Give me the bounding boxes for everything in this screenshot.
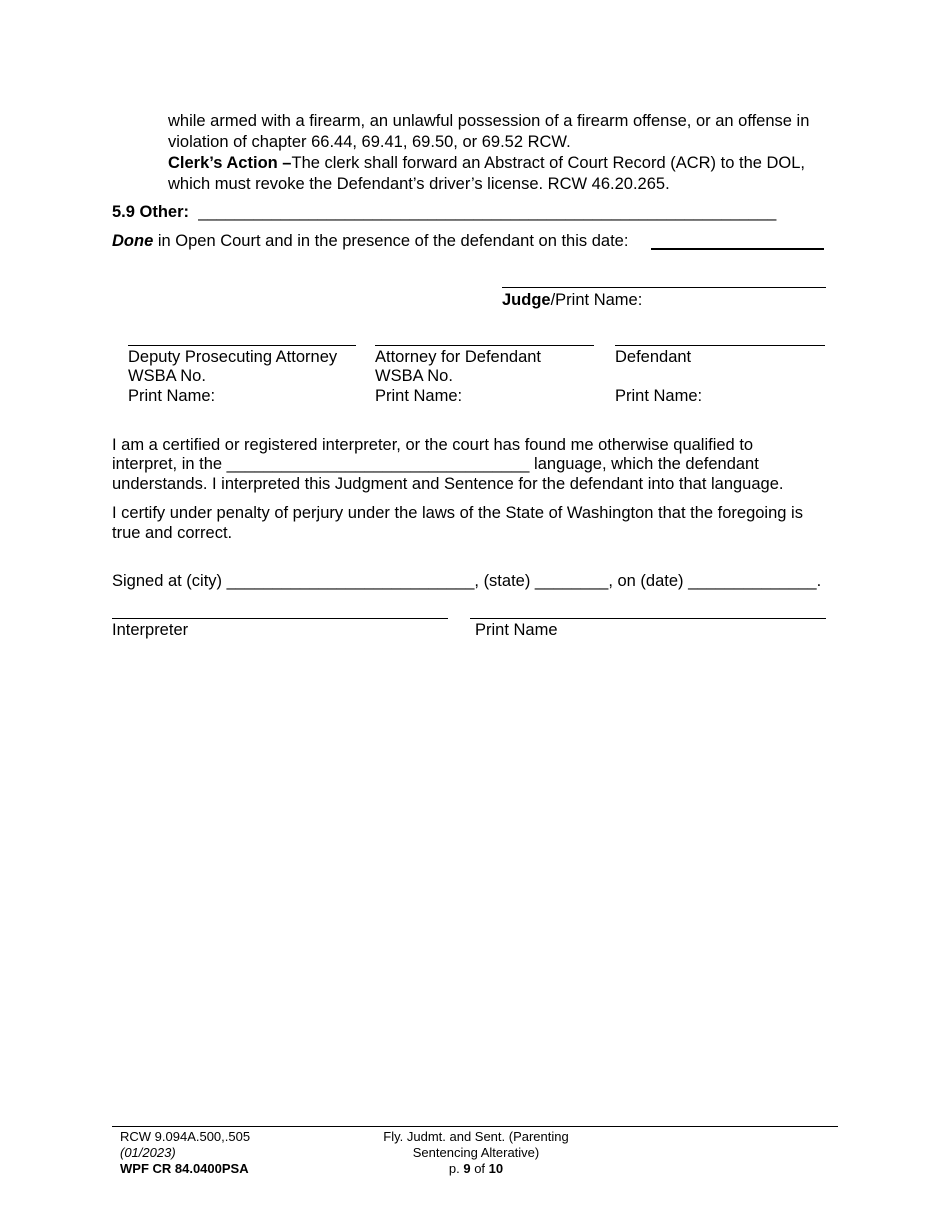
defendant-print-name: Print Name: xyxy=(615,387,703,405)
section-5-9 xyxy=(112,203,776,222)
interpreter-para1-line1: I am a certified or registered interpreter, or the court has found me otherwise qualified to xyxy=(112,436,754,454)
footer-form-number: WPF CR 84.0400PSA xyxy=(120,1161,249,1176)
footer-rule xyxy=(112,1126,838,1127)
clerk-action xyxy=(168,154,805,173)
defense-attorney-title: Attorney for Defendant xyxy=(375,348,542,366)
done-word: Done xyxy=(112,232,154,250)
section-5-9-blank[interactable]: _______________________________________________________________ xyxy=(198,203,777,221)
clerk-action-text: The clerk shall forward an Abstract of Court Record (ACR) to the DOL, xyxy=(291,154,806,172)
interpreter-para1-line3: understands. I interpreted this Judgment and Sentence for the defendant into that language. xyxy=(112,475,784,493)
prosecutor-signature-line[interactable] xyxy=(128,345,356,346)
footer-page-number xyxy=(376,1161,576,1176)
page-of: of xyxy=(470,1161,489,1176)
prosecutor-title: Deputy Prosecuting Attorney xyxy=(128,348,338,366)
defense-attorney-wsba: WSBA No. xyxy=(375,367,453,385)
interpreter-para1-line2: interpret, in the _________________________________ language, which the defendant xyxy=(112,455,759,473)
footer-title-line-1: Fly. Judmt. and Sent. (Parenting xyxy=(383,1129,569,1144)
interpreter-label: Interpreter xyxy=(112,621,189,639)
clerk-action-label: Clerk’s Action – xyxy=(168,154,292,172)
done-statement xyxy=(112,232,628,251)
footer-rcw: RCW 9.094A.500,.505 xyxy=(120,1129,251,1144)
interpreter-signature-line[interactable] xyxy=(112,618,448,619)
page-total: 10 xyxy=(488,1161,504,1176)
defendant-signature-line[interactable] xyxy=(615,345,825,346)
prosecutor-wsba: WSBA No. xyxy=(128,367,206,385)
footer-title-line-2: Sentencing Alterative) xyxy=(412,1145,540,1160)
page-current: 9 xyxy=(463,1161,471,1176)
clerk-action-line-2: which must revoke the Defendant’s driver’s license. RCW 46.20.265. xyxy=(168,175,670,193)
interpreter-print-name-line[interactable] xyxy=(470,618,826,619)
signed-at-line: Signed at (city) ___________________________, (state) ________, on (date) ______________. xyxy=(112,572,822,590)
print-name-label: Print Name xyxy=(475,621,558,639)
judge-signature-line[interactable] xyxy=(502,287,826,288)
date-signature-line[interactable] xyxy=(651,248,824,250)
done-text: in Open Court and in the presence of the defendant on this date: xyxy=(153,232,629,250)
judge-label-rest: /Print Name: xyxy=(550,291,643,309)
page-prefix: p. xyxy=(448,1161,464,1176)
footer-date: (01/2023) xyxy=(120,1145,176,1160)
prosecutor-print-name: Print Name: xyxy=(128,387,216,405)
continuation-line-1: while armed with a firearm, an unlawful possession of a firearm offense, or an offense in xyxy=(168,112,810,130)
perjury-line-1: I certify under penalty of perjury under the laws of the State of Washington that the foregoing is xyxy=(112,504,803,522)
defense-attorney-print-name: Print Name: xyxy=(375,387,463,405)
judge-label xyxy=(502,291,642,310)
section-5-9-label: 5.9 Other: xyxy=(112,203,190,221)
perjury-line-2: true and correct. xyxy=(112,524,233,542)
defendant-title: Defendant xyxy=(615,348,692,366)
judge-label-bold: Judge xyxy=(502,291,551,309)
defense-attorney-signature-line[interactable] xyxy=(375,345,594,346)
continuation-line-2: violation of chapter 66.44, 69.41, 69.50, or 69.52 RCW. xyxy=(168,133,571,151)
